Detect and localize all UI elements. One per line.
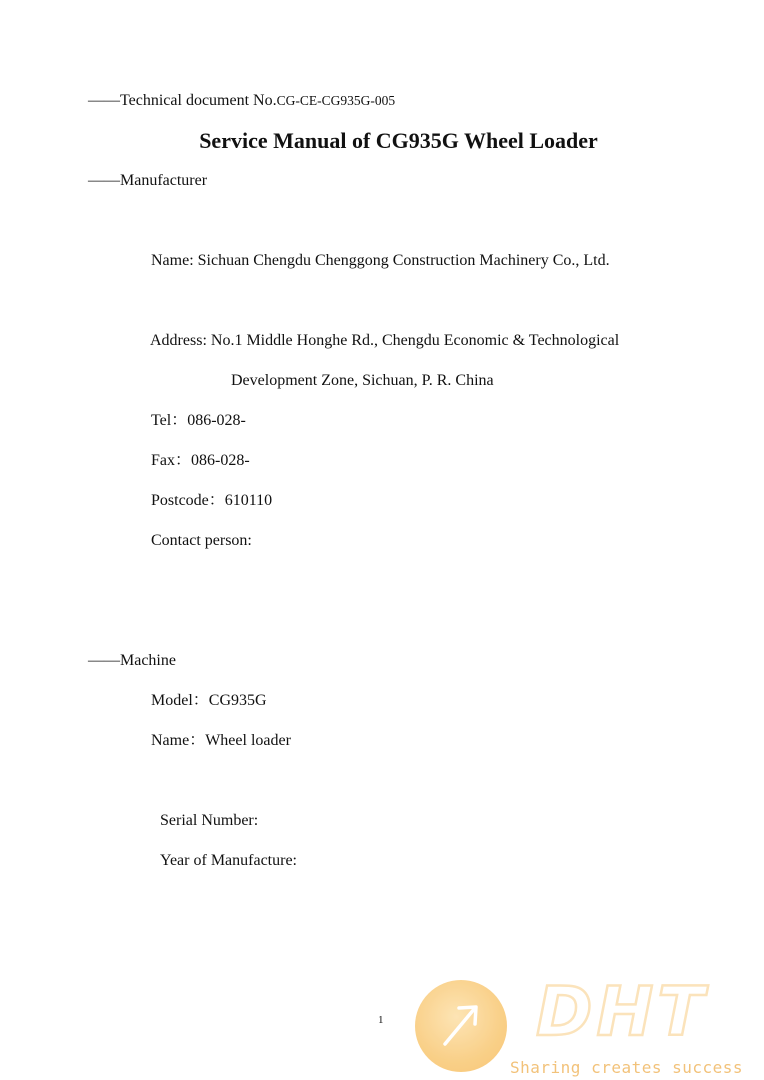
manufacturer-address-line2: Development Zone, Sichuan, P. R. China bbox=[231, 372, 494, 389]
document-number: CG-CE-CG935G-005 bbox=[276, 93, 396, 108]
watermark-logo-text: DHT bbox=[536, 975, 708, 1041]
page-title: Service Manual of CG935G Wheel Loader bbox=[199, 128, 598, 153]
document-number-line bbox=[88, 91, 395, 111]
manufacturer-contact: Contact person: bbox=[151, 532, 252, 549]
machine-heading: ——Machine bbox=[88, 652, 176, 669]
document-number-label: ——Technical document No. bbox=[88, 92, 277, 109]
manufacturer-address-line1: Address: No.1 Middle Honghe Rd., Chengdu Economic & Technological bbox=[150, 332, 620, 349]
machine-model: Model：CG935G bbox=[151, 692, 267, 709]
page-number: 1 bbox=[378, 1014, 384, 1026]
manufacturer-tel: Tel：086-028- bbox=[151, 412, 246, 429]
machine-serial-number: Serial Number: bbox=[160, 812, 259, 829]
manufacturer-heading: ——Manufacturer bbox=[88, 172, 208, 189]
watermark bbox=[410, 975, 764, 1080]
manufacturer-fax: Fax：086-028- bbox=[151, 452, 250, 469]
watermark-tagline: Sharing creates success bbox=[510, 1058, 744, 1077]
manufacturer-postcode: Postcode：610110 bbox=[151, 492, 273, 509]
manufacturer-name: Name: Sichuan Chengdu Chenggong Construction Machinery Co., Ltd. bbox=[151, 252, 610, 269]
machine-year-of-manufacture: Year of Manufacture: bbox=[160, 852, 297, 869]
machine-name: Name：Wheel loader bbox=[151, 732, 291, 749]
watermark-arrow-icon bbox=[415, 980, 507, 1072]
watermark-logo bbox=[528, 975, 728, 1041]
